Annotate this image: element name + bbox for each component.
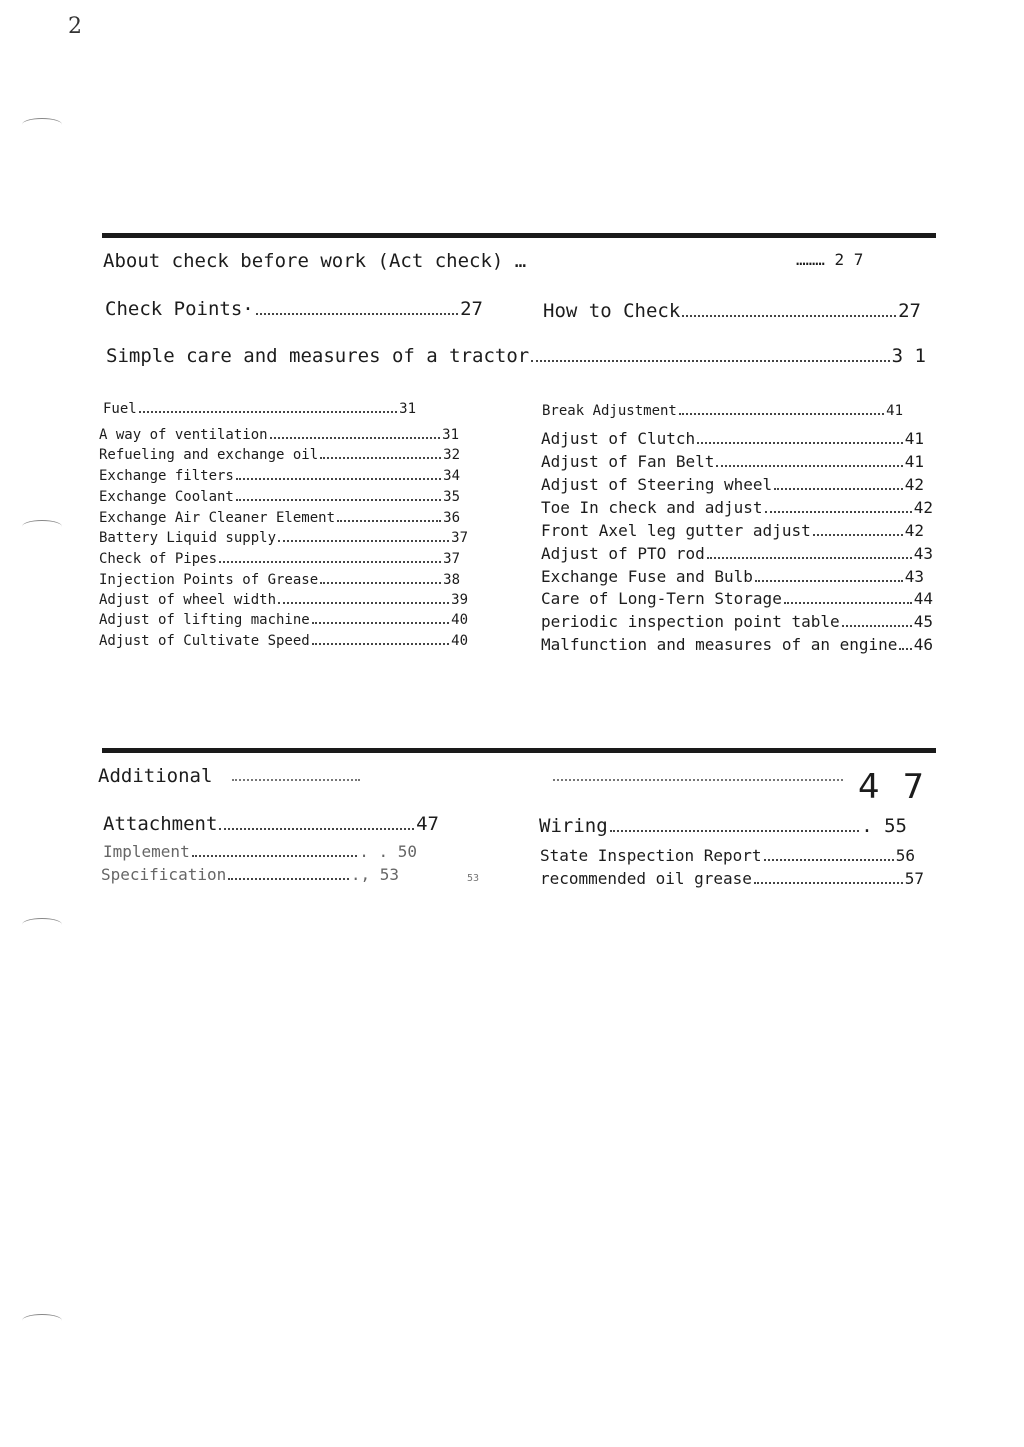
- toc-item-right[interactable]: [541, 429, 924, 448]
- toc-label: Check Points·: [105, 298, 254, 320]
- section-rule-top: [102, 233, 936, 238]
- toc-page: 46: [913, 635, 933, 654]
- toc-item-left[interactable]: [99, 612, 468, 628]
- toc-item-left[interactable]: [99, 427, 459, 443]
- toc-label: Exchange Coolant: [99, 489, 234, 505]
- toc-label: Implement: [103, 842, 190, 861]
- toc-simple-care[interactable]: [106, 345, 926, 367]
- leader-dots: [679, 412, 884, 415]
- toc-label: Exchange filters: [99, 468, 234, 484]
- leader-dots: [784, 601, 912, 604]
- leader-dots: [270, 436, 441, 439]
- toc-page: 35: [443, 489, 460, 505]
- toc-item-left[interactable]: [99, 633, 468, 649]
- toc-item-right[interactable]: [541, 635, 933, 654]
- toc-page: 44: [913, 589, 933, 608]
- leader-dots: [754, 881, 903, 884]
- toc-item-left[interactable]: [99, 510, 460, 526]
- toc-label: periodic inspection point table: [541, 612, 840, 631]
- section2-title: Additional: [98, 765, 213, 787]
- toc-item-right[interactable]: [541, 521, 924, 540]
- toc-page: 45: [913, 612, 933, 631]
- leader-dots: [219, 560, 441, 563]
- toc-page: 27: [898, 300, 921, 322]
- leader-dots: [232, 778, 360, 781]
- toc-item-right[interactable]: [541, 589, 933, 608]
- toc-item-left[interactable]: [99, 530, 468, 546]
- toc-page: 38: [443, 572, 460, 588]
- toc-label: Attachment: [103, 813, 218, 835]
- toc-label: Specification: [101, 865, 227, 884]
- leader-dots: [531, 359, 889, 362]
- toc-state-inspection[interactable]: [540, 846, 915, 865]
- toc-label: Adjust of wheel width: [99, 592, 277, 608]
- leader-dots: [312, 642, 449, 645]
- toc-label: Fuel: [103, 401, 137, 417]
- toc-check-points[interactable]: [105, 298, 483, 320]
- toc-page: 27: [460, 298, 483, 320]
- toc-label: Adjust of Cultivate Speed: [99, 633, 310, 649]
- toc-page: 42: [904, 521, 924, 540]
- toc-page: 39: [451, 592, 468, 608]
- leader-dots: [278, 539, 449, 542]
- toc-item-left[interactable]: [99, 468, 460, 484]
- leader-dots: [139, 410, 397, 413]
- toc-label: State Inspection Report: [540, 846, 762, 865]
- toc-label: Injection Points of Grease: [99, 572, 319, 588]
- toc-specification[interactable]: [101, 865, 399, 884]
- toc-label: recommended oil grease: [540, 869, 752, 888]
- toc-item-right[interactable]: [541, 498, 933, 517]
- leader-dots: [813, 533, 903, 536]
- toc-how-to-check[interactable]: [543, 300, 921, 322]
- leader-dots: [192, 854, 358, 857]
- toc-page: 40: [451, 612, 468, 628]
- toc-page: 34: [443, 468, 460, 484]
- toc-page: ., 53: [350, 865, 399, 884]
- leader-dots: [842, 624, 912, 627]
- toc-item-right[interactable]: [541, 544, 933, 563]
- toc-page: 31: [442, 427, 459, 443]
- toc-page: 42: [913, 498, 933, 517]
- toc-item-left[interactable]: [99, 489, 460, 505]
- toc-label: Toe In check and adjust: [541, 498, 763, 517]
- toc-attachment[interactable]: [103, 813, 439, 835]
- toc-label: Refueling and exchange oil: [99, 447, 319, 463]
- leader-dots: [707, 556, 912, 559]
- leader-dots: [610, 829, 860, 832]
- section-rule-bottom: [102, 748, 936, 753]
- toc-page: 36: [443, 510, 460, 526]
- leader-dots: [236, 477, 441, 480]
- toc-page: 41: [886, 403, 903, 419]
- toc-page: 3 1: [891, 345, 926, 367]
- leader-dots: [553, 778, 843, 781]
- toc-page: 37: [451, 530, 468, 546]
- leader-dots: [219, 827, 414, 830]
- section1-title-page: ……… 2 7: [796, 250, 864, 269]
- toc-label: Front Axel leg gutter adjust: [541, 521, 811, 540]
- toc-label: Malfunction and measures of an engine: [541, 635, 898, 654]
- margin-mark: [22, 918, 62, 931]
- leader-dots: [312, 621, 449, 624]
- margin-mark: [22, 118, 62, 131]
- toc-implement[interactable]: [103, 842, 417, 861]
- leader-dots: [256, 312, 458, 315]
- margin-mark: [22, 1314, 62, 1327]
- toc-page: 37: [443, 551, 460, 567]
- toc-label: Adjust of Steering wheel: [541, 475, 773, 494]
- toc-item-right[interactable]: [541, 475, 924, 494]
- toc-page: 47: [416, 813, 439, 835]
- toc-page: . . 50: [359, 842, 417, 861]
- leader-dots: [320, 456, 441, 459]
- leader-dots: [716, 464, 902, 467]
- toc-label: Exchange Air Cleaner Element: [99, 510, 336, 526]
- leader-dots: [337, 519, 441, 522]
- section1-title: About check before work (Act check) …: [103, 250, 527, 272]
- toc-label: Adjust of Clutch: [541, 429, 696, 448]
- toc-item-left[interactable]: [99, 447, 460, 463]
- leader-dots: [765, 510, 912, 513]
- toc-label: Exchange Fuse and Bulb: [541, 567, 753, 586]
- leader-dots: [899, 647, 911, 650]
- toc-label: Adjust of Fan Belt: [541, 452, 715, 471]
- toc-item-right[interactable]: [541, 612, 933, 631]
- toc-page: 43: [904, 567, 924, 586]
- toc-label: How to Check: [543, 300, 681, 322]
- toc-page: 41: [904, 452, 924, 471]
- leader-dots: [228, 877, 349, 880]
- toc-item-left[interactable]: [99, 572, 460, 588]
- leader-dots: [764, 858, 894, 861]
- toc-page: 56: [895, 846, 915, 865]
- toc-item-right[interactable]: [542, 403, 903, 419]
- toc-item-left[interactable]: [103, 401, 416, 417]
- leader-dots: [236, 498, 441, 501]
- toc-page: 32: [443, 447, 460, 463]
- leader-dots: [278, 601, 449, 604]
- toc-label: Adjust of lifting machine: [99, 612, 310, 628]
- toc-recommended-oil[interactable]: [540, 869, 924, 888]
- toc-label: Adjust of PTO rod: [541, 544, 705, 563]
- leader-dots: [320, 581, 441, 584]
- toc-page: 42: [904, 475, 924, 494]
- leader-dots: [755, 579, 903, 582]
- margin-mark: [22, 520, 62, 533]
- toc-page: 43: [913, 544, 933, 563]
- toc-item-left[interactable]: [99, 592, 468, 608]
- toc-page: 41: [904, 429, 924, 448]
- toc-item-right[interactable]: [541, 452, 924, 471]
- toc-item-left[interactable]: [99, 551, 460, 567]
- toc-label: Wiring: [539, 815, 608, 837]
- toc-item-right[interactable]: [541, 567, 924, 586]
- toc-page: . 55: [861, 815, 907, 837]
- toc-page: 31: [399, 401, 416, 417]
- toc-page: 40: [451, 633, 468, 649]
- leader-dots: [697, 441, 903, 444]
- toc-label: Check of Pipes: [99, 551, 218, 567]
- page-number: 2: [68, 14, 82, 39]
- toc-label: Care of Long-Tern Storage: [541, 589, 782, 608]
- stray-page-mark: 53: [467, 873, 480, 884]
- leader-dots: [774, 487, 903, 490]
- toc-page: 57: [904, 869, 924, 888]
- section2-page: 4 7: [858, 767, 931, 807]
- toc-label: Battery Liquid supply: [99, 530, 277, 546]
- toc-label: Simple care and measures of a tractor: [106, 345, 530, 367]
- leader-dots: [682, 314, 896, 317]
- toc-label: A way of ventilation: [99, 427, 268, 443]
- toc-label: Break Adjustment: [542, 403, 677, 419]
- toc-wiring[interactable]: [539, 815, 907, 837]
